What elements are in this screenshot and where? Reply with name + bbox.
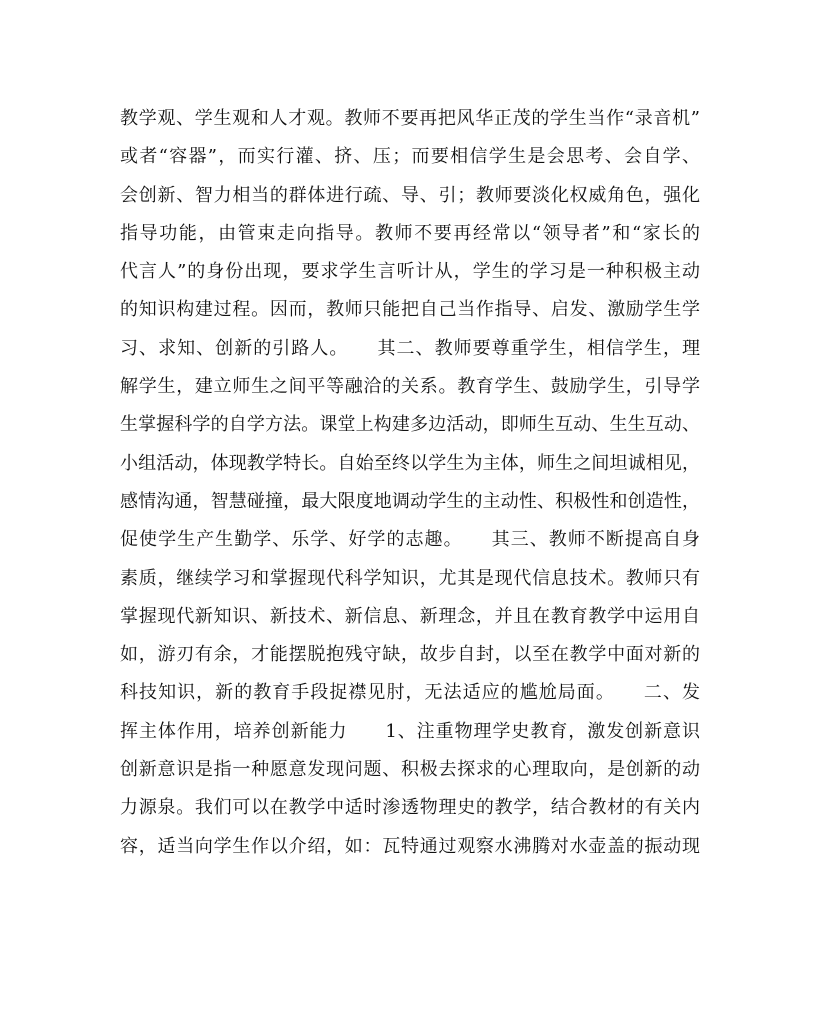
text-line: 感情沟通，智慧碰撞，最大限度地调动学生的主动性、积极性和创造性， (120, 490, 700, 512)
text-line: 力源泉。我们可以在教学中适时渗透物理史的教学，结合教材的有关内 (120, 797, 700, 819)
text-line: 指导功能，由管束走向指导。教师不要再经常以“领导者”和“家长的 (120, 222, 700, 244)
text-line: 如，游刃有余，才能摆脱抱残守缺，故步自封，以至在教学中面对新的 (120, 644, 700, 666)
text-line: 创新意识是指一种愿意发现问题、积极去探求的心理取向，是创新的动 (120, 759, 700, 781)
text-line: 素质，继续学习和掌握现代科学知识，尤其是现代信息技术。教师只有 (120, 567, 700, 589)
text-line: 代言人”的身份出现，要求学生言听计从，学生的学习是一种积极主动 (120, 261, 700, 283)
text-line: 小组活动，体现教学特长。自始至终以学生为主体，师生之间坦诚相见， (120, 452, 700, 474)
text-line: 容，适当向学生作以介绍，如：瓦特通过观察水沸腾对水壶盖的振动现 (120, 835, 700, 857)
text-line: 科技知识，新的教育手段捉襟见肘，无法适应的尴尬局面。 二、发 (120, 682, 700, 704)
text-line: 教学观、学生观和人才观。教师不要再把风华正茂的学生当作“录音机” (120, 108, 700, 129)
text-line: 或者“容器”，而实行灌、挤、压；而要相信学生是会思考、会自学、 (120, 146, 700, 168)
body-text (120, 100, 700, 866)
text-line: 促使学生产生勤学、乐学、好学的志趣。 其三、教师不断提高自身 (120, 529, 700, 551)
text-line: 习、求知、创新的引路人。 其二、教师要尊重学生，相信学生，理 (120, 337, 700, 359)
text-line: 解学生，建立师生之间平等融洽的关系。教育学生、鼓励学生，引导学 (120, 376, 700, 398)
text-line: 挥主体作用，培养创新能力 1、注重物理学史教育，激发创新意识 (120, 720, 700, 742)
text-line: 生掌握科学的自学方法。课堂上构建多边活动，即师生互动、生生互动、 (120, 414, 700, 436)
text-line: 掌握现代新知识、新技术、新信息、新理念，并且在教育教学中运用自 (120, 605, 700, 627)
text-line: 会创新、智力相当的群体进行疏、导、引；教师要淡化权威角色，强化 (120, 184, 700, 206)
text-line: 的知识构建过程。因而，教师只能把自己当作指导、启发、激励学生学 (120, 299, 700, 321)
